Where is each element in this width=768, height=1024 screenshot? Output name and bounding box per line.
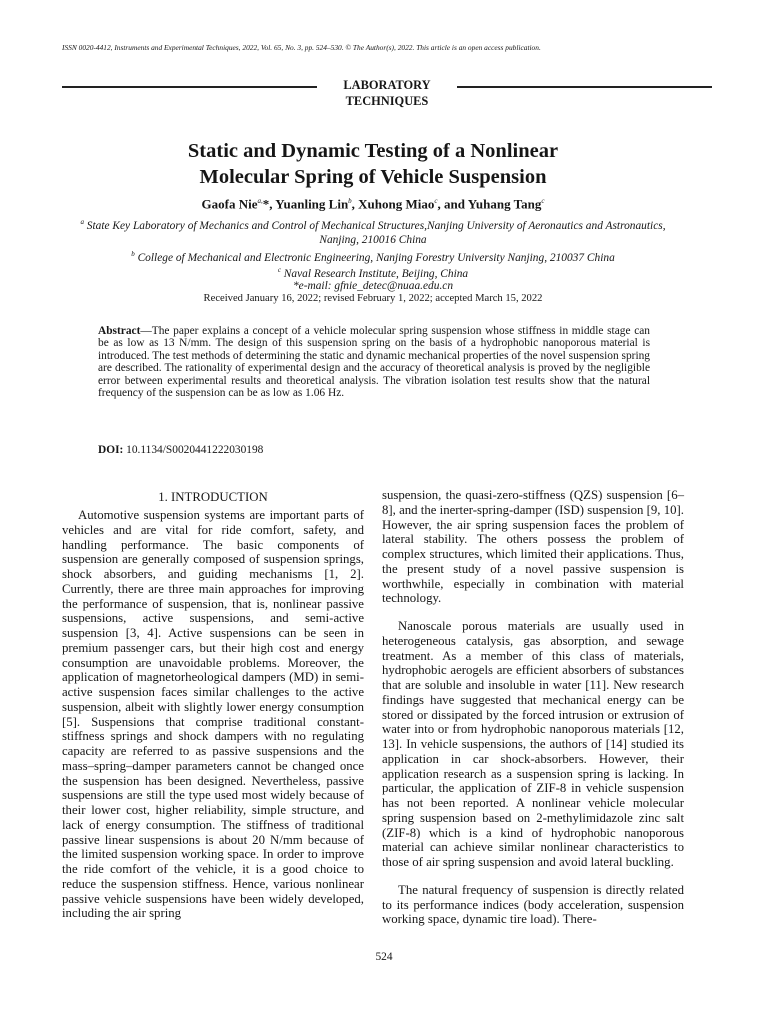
author-sep: ,	[269, 196, 276, 212]
affiliation-a-sup: a	[80, 218, 84, 226]
author-2: Yuanling Lin	[275, 196, 349, 212]
author-sep: ,	[351, 196, 359, 212]
author-4: Yuhang Tang	[467, 196, 542, 212]
author-sep: , and	[437, 196, 468, 212]
section-label	[62, 77, 712, 111]
title-line1: Static and Dynamic Testing of a Nonlinear	[187, 140, 559, 162]
abstract-text: —The paper explains a concept of a vehicle molecular spring suspension whose stiffness in middle stage can be as low as 13 N/mm. The design of this suspension spring on the basis of a hydrophobic nanoporous material is introduced. The test methods of determining the static and dynamic mechanical properties of the novel suspension spring are described. The rationality of experimental design and the accuracy of theoretical analysis is proved by the negligible error between experimental results and theoretical analysis. The vibration isolation test results show that the natural frequency of the suspension can be as low as 1.06 Hz.	[98, 325, 650, 400]
right-paragraph-1: suspension, the quasi-zero-stiffness (QZS) suspension [6–8], and the inerter-spring-damper (ISD) suspension [9, 10]. However, the air spring suspension faces the problem of lateral stability. The others possess the problem of complex structures, which limited their applications. Thus, the present study of a novel passive suspension is worthwhile, especially in combination with material technology.	[382, 488, 684, 606]
author-1-sup: a,	[257, 197, 263, 205]
affiliation-a-line2: Nanjing, 210016 China	[319, 234, 427, 247]
author-4-sup: c	[541, 197, 545, 205]
section-label-line2: TECHNIQUES	[345, 94, 429, 108]
introduction-heading: 1. INTRODUCTION	[158, 490, 268, 504]
author-1-star: *	[262, 196, 270, 212]
right-paragraph-3: The natural frequency of suspension is directly related to its performance indices (body acceleration, suspension working space, dynamic tire load). There-	[382, 882, 684, 927]
affiliation-c-sup: c	[277, 266, 281, 274]
paper-title	[62, 138, 684, 190]
title-line2: Molecular Spring of Vehicle Suspension	[199, 166, 547, 188]
left-column	[62, 488, 364, 921]
section-label-text	[317, 77, 457, 109]
section-label-line1: LABORATORY	[343, 78, 431, 92]
left-paragraph: Automotive suspension systems are important parts of vehicles and are vital for ride comfort, safety, and handling performance. The basic components of suspension are generally composed of suspension springs, shock absorbers, and guiding mechanisms [1, 2]. Currently, there are three main approaches for improving the performance of suspension, that is, nonlinear passive suspensions, active suspensions, and semi-active suspension [3, 4]. Active suspensions can be seen in premium passenger cars, but their high cost and energy consumption are unavoidable problems. Moreover, the application of magnetorheological dampers (MD) in semi-active suspension faces similar challenges to the active suspension, albeit with slightly lower energy consumption [5]. Suspensions that comprise traditional constant-stiffness springs and shock dampers with no regulating capacity are referred to as passive suspensions and the mass–spring–damper parameters cannot be changed once the suspension has been designed. Nevertheless, passive suspensions are still the type used most widely because of their lower cost, higher reliability, simple structure, and lack of energy consumption. The stiffness of traditional passive linear suspensions is about 20 N/mm because of the limited suspension working space. In order to improve the ride comfort of the vehicle, it is a good choice to reduce the suspension stiffness. Hence, various nonlinear passive vehicle suspensions have been widely developed, including the air spring	[62, 508, 364, 921]
affiliation-a-line1: State Key Laboratory of Mechanics and Control of Mechanical Structures,Nanjing University of Aeronautics and Astronautics,	[83, 219, 666, 232]
right-column	[382, 488, 684, 927]
received-dates: Received January 16, 2022; revised February 1, 2022; accepted March 15, 2022	[203, 293, 543, 304]
doi-value[interactable]: 10.1134/S0020441222030198	[123, 444, 264, 456]
abstract	[98, 325, 650, 399]
rule-right-1	[457, 86, 712, 88]
affiliation-c-line: Naval Research Institute, Beijing, China	[280, 267, 469, 280]
doi	[98, 444, 263, 456]
rule-left-1	[62, 86, 317, 88]
email-link[interactable]: *e-mail: gfnie_detec@nuaa.edu.cn	[292, 280, 454, 292]
author-3-sup: c	[434, 197, 438, 205]
abstract-label: Abstract	[98, 325, 141, 337]
author-3: Xuhong Miao	[358, 196, 435, 212]
affiliation-b-line: College of Mechanical and Electronic Engineering, Nanjing Forestry University Nanjing, 210037 China	[134, 251, 615, 264]
doi-label: DOI:	[98, 444, 124, 456]
affiliation-a	[40, 215, 706, 248]
affiliation-b-sup: b	[131, 250, 135, 258]
author-2-sup: b	[348, 197, 352, 205]
page-number: 524	[375, 951, 393, 963]
right-paragraph-2: Nanoscale porous materials are usually used in heterogeneous catalysis, gas absorption, and sewage treatment. As a member of this class of materials, hydrophobic aerogels are efficient absorbers of substances that are soluble and insoluble in water [11]. New research findings have suggested that mechanical energy can be stored or dissipated by the forced intrusion or extrusion of water into or from hydrophobic nanoporous materials [12, 13]. In vehicle suspensions, the authors of [14] studied its application in car shock-absorbers. However, their application research as a suspension spring is lacking. In particular, the application of ZIF-8 in vehicle suspension has not been reported. A nonlinear vehicle molecular spring suspension based on 2-methylimidazole zinc salt (ZIF-8) which is a kind of hydrophobic nanoporous material can achieve similar nonlinear characteristics to those of air spring suspension and avoid lateral buckling.	[382, 619, 684, 869]
journal-header: ISSN 0020-4412, Instruments and Experimental Techniques, 2022, Vol. 65, No. 3, pp. 524–530. © The Author(s), 2022. This article is an open access publication.	[62, 43, 541, 52]
author-1: Gaofa Nie	[201, 196, 258, 212]
author-list	[62, 193, 684, 212]
